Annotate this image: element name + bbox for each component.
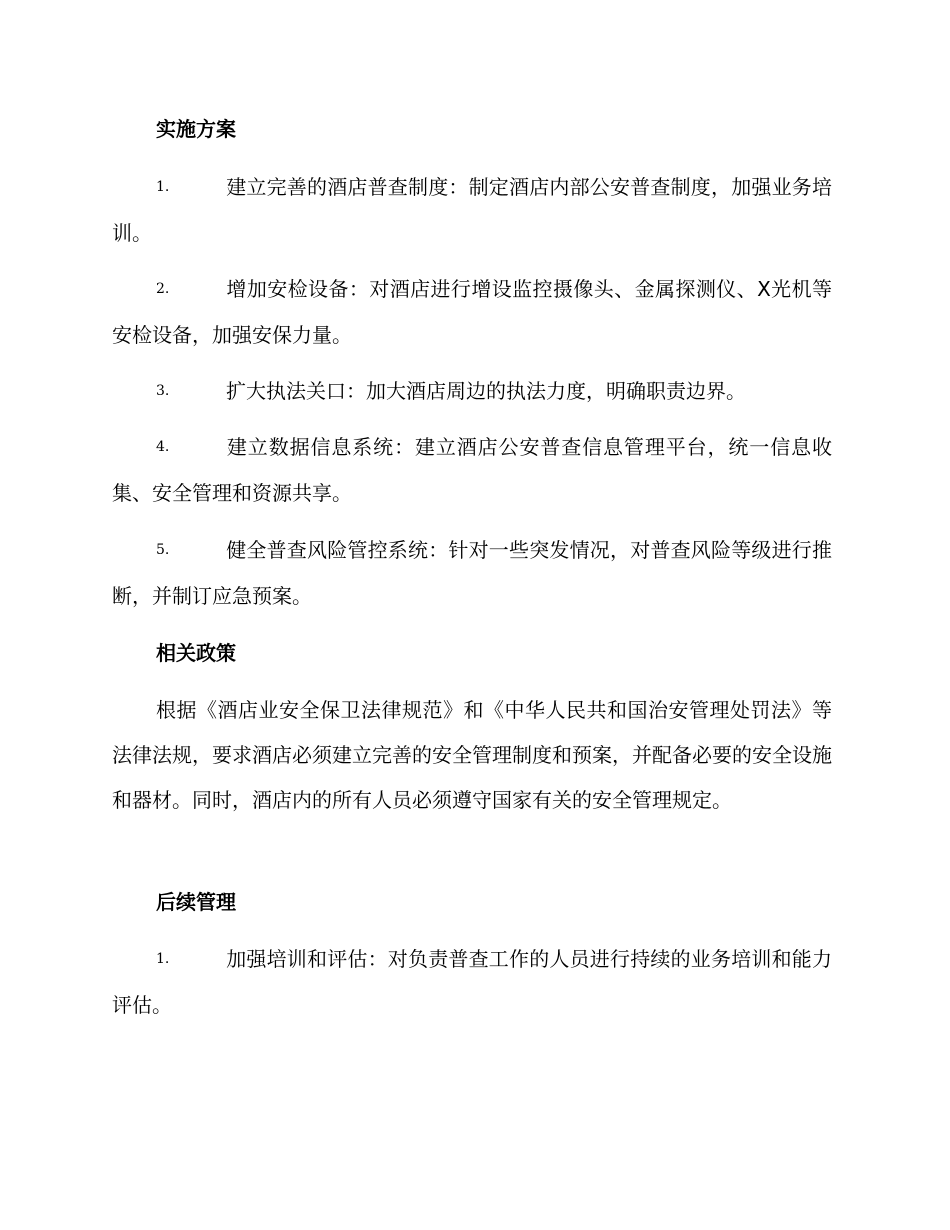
list-item-text: 加强培训和评估：对负责普查工作的人员进行持续的业务培训和能力评估。 xyxy=(112,947,832,1017)
heading-policy: 相关政策 xyxy=(156,641,236,665)
list-item-number: 1. xyxy=(156,951,170,967)
list-item xyxy=(112,936,832,1028)
list-item-text: 扩大执法关口：加大酒店周边的执法力度，明确职责边界。 xyxy=(226,379,746,403)
list-item xyxy=(112,164,832,256)
list-item xyxy=(112,424,832,516)
list-item-text: 健全普查风险管控系统：针对一些突发情况，对普查风险等级进行推断，并制订应急预案。 xyxy=(112,538,832,608)
list-item-text: 建立完善的酒店普查制度：制定酒店内部公安普查制度，加强业务培训。 xyxy=(112,175,832,245)
list-item-number: 4. xyxy=(156,439,170,455)
list-item-number: 5. xyxy=(156,542,170,558)
list-item-number: 3. xyxy=(156,383,170,399)
heading-implementation: 实施方案 xyxy=(156,117,236,141)
heading-followup: 后续管理 xyxy=(156,890,236,914)
list-item xyxy=(112,527,832,619)
list-item-number: 1. xyxy=(156,179,170,195)
list-item xyxy=(112,368,832,414)
list-item-number: 2. xyxy=(156,281,170,297)
list-item-text: 建立数据信息系统：建立酒店公安普查信息管理平台，统一信息收集、安全管理和资源共享。 xyxy=(112,435,832,505)
list-item xyxy=(112,266,832,358)
list-item-text: 增加安检设备：对酒店进行增设监控摄像头、金属探测仪、X光机等安检设备，加强安保力量。 xyxy=(112,277,832,347)
policy-paragraph: 根据《酒店业安全保卫法律规范》和《中华人民共和国治安管理处罚法》等法律法规，要求酒店必须建立完善的安全管理制度和预案，并配备必要的安全设施和器材。同时，酒店内的所有人员必须遵守国家有关的安全管理规定。 xyxy=(112,698,832,812)
